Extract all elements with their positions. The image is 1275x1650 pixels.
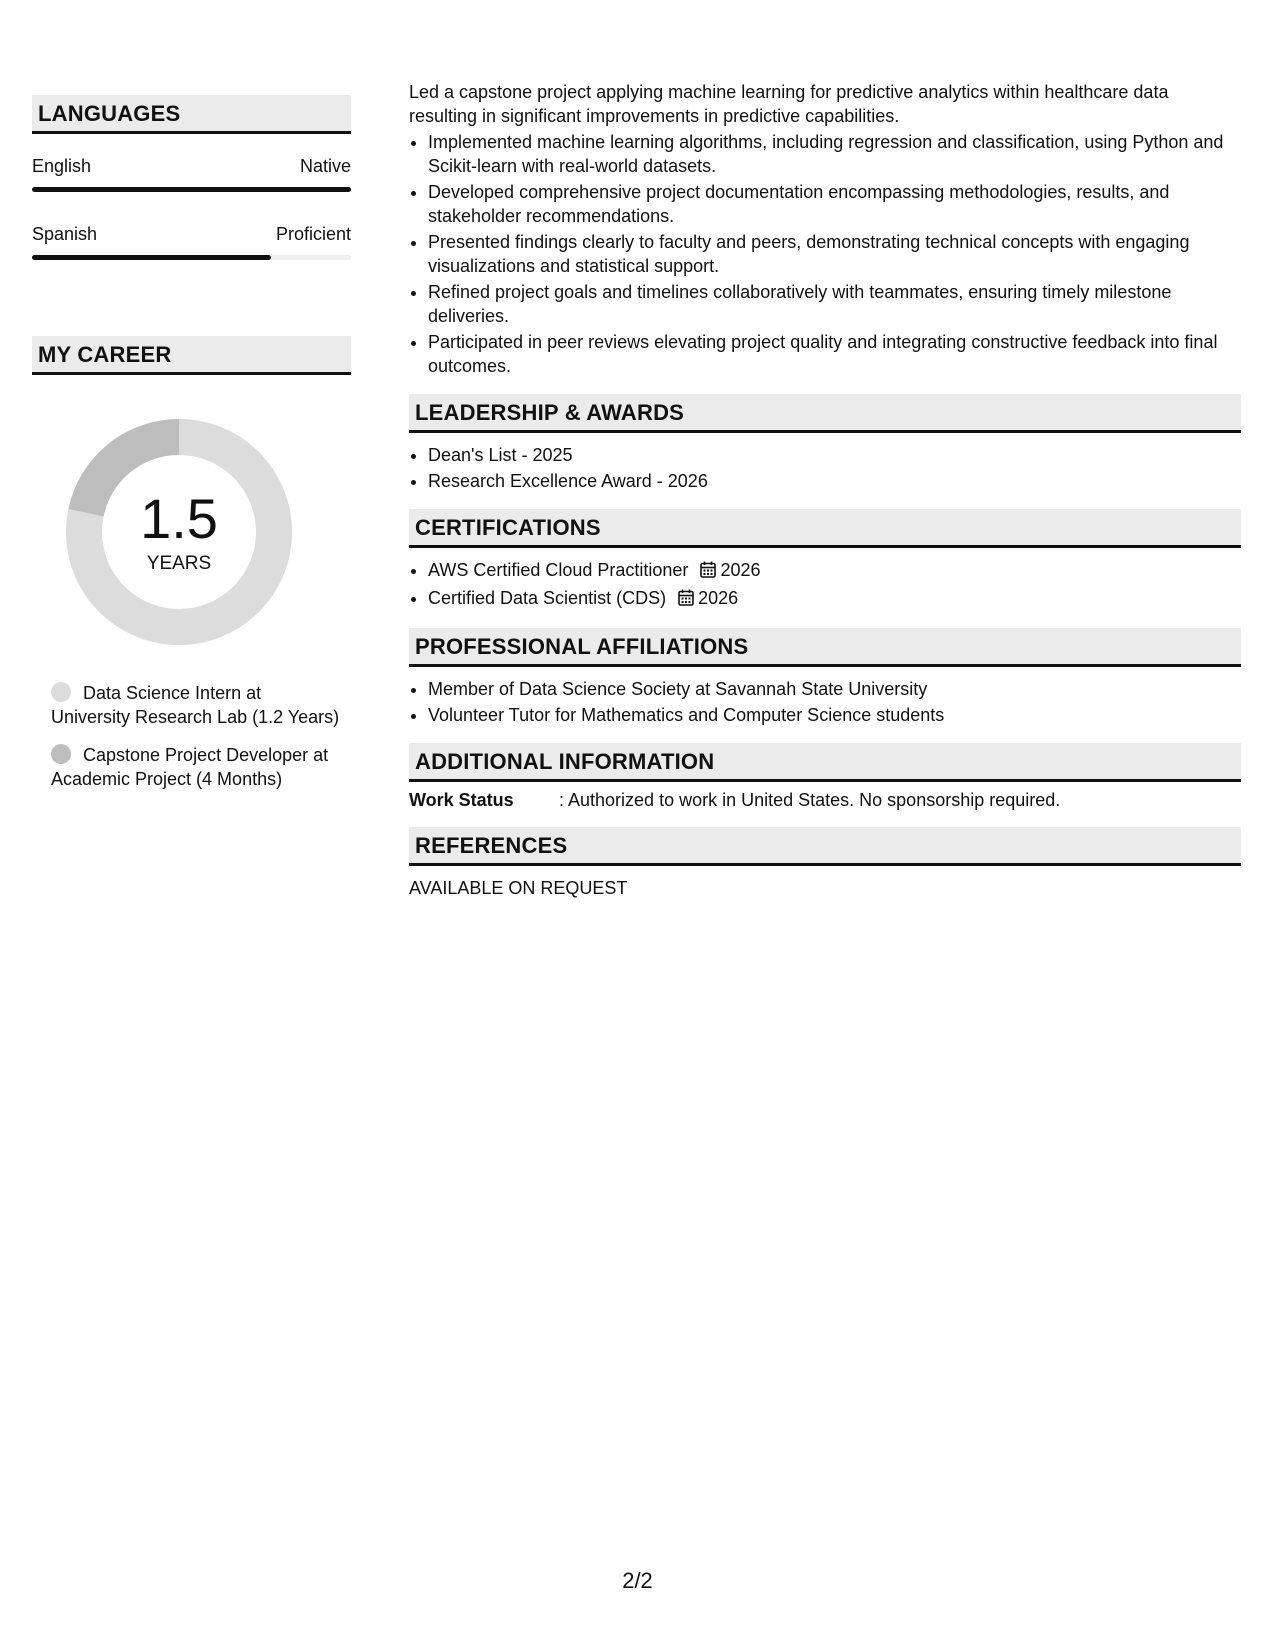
affiliation-item: • Volunteer Tutor for Mathematics and Computer Science students xyxy=(428,703,1241,727)
career-total-years: 1.5 xyxy=(140,487,218,550)
language-name: English xyxy=(32,156,92,176)
work-status-value: : Authorized to work in United States. No sponsorship required. xyxy=(559,790,1061,810)
references-text: AVAILABLE ON REQUEST xyxy=(409,878,628,898)
language-bar-fill xyxy=(32,255,271,260)
certifications-header: CERTIFICATIONS xyxy=(409,509,1241,548)
additional-section xyxy=(409,743,1241,811)
experience-summary: Led a capstone project applying machine learning for predictive analytics within healthcare data resulting in significant improvements in predictive capabilities. xyxy=(409,82,1169,126)
career-header: MY CAREER xyxy=(32,336,351,375)
certification-name: Certified Data Scientist (CDS) xyxy=(428,588,667,608)
certification-item xyxy=(428,586,1241,612)
career-legend-item xyxy=(51,743,341,791)
calendar-icon xyxy=(700,560,716,584)
references-section xyxy=(409,827,1241,899)
legend-dot-icon xyxy=(51,744,71,764)
additional-header: ADDITIONAL INFORMATION xyxy=(409,743,1241,782)
certification-item xyxy=(428,558,1241,584)
certifications-section xyxy=(409,509,1241,612)
experience-bullet: • Participated in peer reviews elevating project quality and integrating constructive feedback into final outcomes. xyxy=(428,330,1241,378)
languages-header: LANGUAGES xyxy=(32,95,351,134)
certifications-list xyxy=(409,558,1241,612)
legend-dot-icon xyxy=(51,682,71,702)
experience-bullet: • Developed comprehensive project documentation encompassing methodologies, results, and stakeholder recommendations. xyxy=(428,180,1241,228)
work-status-label: Work Status xyxy=(409,790,514,810)
career-donut-chart xyxy=(66,419,292,645)
career-total-unit: YEARS xyxy=(146,553,212,574)
language-name: Spanish xyxy=(32,224,98,244)
award-item: • Dean's List - 2025 xyxy=(428,443,1241,467)
leadership-list xyxy=(409,443,1241,493)
language-level: Proficient xyxy=(275,224,351,244)
experience-bullets xyxy=(409,130,1241,378)
experience-bullet: • Implemented machine learning algorithms, including regression and classification, using Python and Scikit-learn with real-world datasets. xyxy=(428,130,1241,178)
experience-bullet: • Refined project goals and timelines collaboratively with teammates, ensuring timely milestone deliveries. xyxy=(428,280,1241,328)
award-item: • Research Excellence Award - 2026 xyxy=(428,469,1241,493)
certification-year: 2026 xyxy=(698,588,739,608)
career-legend-label: Data Science Intern at University Research Lab (1.2 Years) xyxy=(51,683,340,727)
language-bar xyxy=(32,255,351,260)
language-spanish xyxy=(32,224,351,260)
language-bar xyxy=(32,187,351,192)
affiliations-header: PROFESSIONAL AFFILIATIONS xyxy=(409,628,1241,667)
language-english xyxy=(32,156,351,192)
page-number: 2/2 xyxy=(622,1568,653,1593)
certification-name: AWS Certified Cloud Practitioner xyxy=(428,560,689,580)
career-legend-item xyxy=(51,681,341,729)
experience-bullet: • Presented findings clearly to faculty and peers, demonstrating technical concepts with engaging visualizations and statistical support. xyxy=(428,230,1241,278)
affiliation-item: • Member of Data Science Society at Savannah State University xyxy=(428,677,1241,701)
left-column xyxy=(32,95,351,805)
leadership-section xyxy=(409,394,1241,493)
work-status-row xyxy=(409,790,1241,811)
right-column xyxy=(409,80,1241,899)
career-legend-label: Capstone Project Developer at Academic Project (4 Months) xyxy=(51,745,329,789)
leadership-header: LEADERSHIP & AWARDS xyxy=(409,394,1241,433)
references-header: REFERENCES xyxy=(409,827,1241,866)
language-bar-fill xyxy=(32,187,351,192)
calendar-icon xyxy=(678,588,694,612)
language-level: Native xyxy=(299,156,351,176)
career-legend xyxy=(51,681,341,791)
affiliations-list xyxy=(409,677,1241,727)
certification-year: 2026 xyxy=(720,560,761,580)
affiliations-section xyxy=(409,628,1241,727)
